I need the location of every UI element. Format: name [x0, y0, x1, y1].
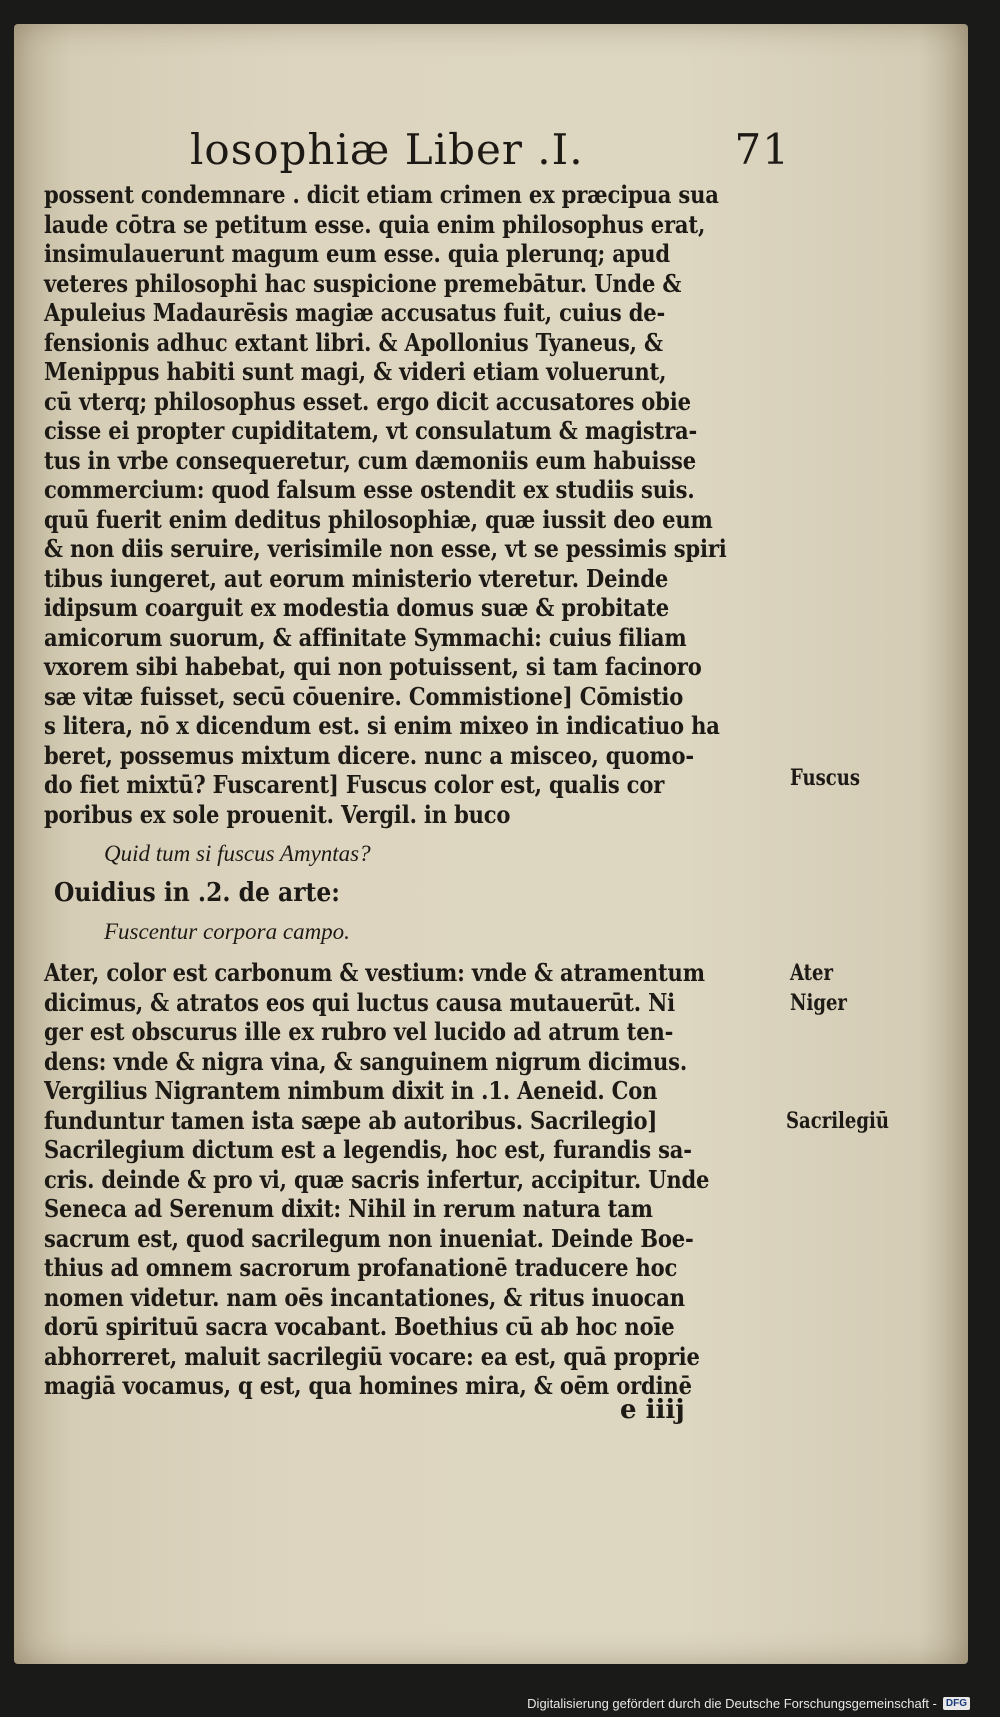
text-line: cris. deinde & pro vi, quæ sacris infertur, accipitur. Unde [44, 1164, 710, 1194]
text-line: poribus ex sole prouenit. Vergil. in buco [44, 799, 511, 829]
text-line: dens: vnde & nigra vina, & sanguinem nigrum dicimus. [44, 1046, 688, 1076]
text-line: & non diis seruire, verisimile non esse, vt se pessimis spiri [44, 534, 727, 563]
text-line: funduntur tamen ista sæpe ab autoribus. Sacrilegio] [44, 1105, 658, 1135]
text-line: commercium: quod falsum esse ostendit ex studiis suis. [44, 475, 695, 504]
text-line: sæ vitæ fuisset, secū cōuenire. Commistione] Cōmistio [44, 681, 684, 711]
text-line: veteres philosophi hac suspicione premebātur. Unde & [44, 268, 682, 298]
text-line: dicimus, & atratos eos qui luctus causa mutauerūt. Ni [44, 987, 675, 1017]
text-line: tus in vrbe consequeretur, cum dæmoniis eum habuisse [44, 445, 696, 475]
verse-quote-ovid: Fuscentur corpora campo. [104, 919, 350, 944]
text-line: laude cōtra se petitum esse. quia enim philosophus erat, [44, 209, 706, 239]
running-title: losophiæ Liber .I. [190, 125, 584, 174]
text-line: vxorem sibi habebat, qui non potuissent, si tam facinoro [44, 652, 702, 681]
text-line: thius ad omnem sacrorum profanationē traducere hoc [44, 1253, 678, 1282]
dfg-logo: DFG [943, 1697, 970, 1710]
commentary-block-1 [44, 180, 784, 829]
text-line: Menippus habiti sunt magi, & videri etiam voluerunt, [44, 357, 667, 386]
text-line: beret, possemus mixtum dicere. nunc a misceo, quomo- [44, 740, 694, 770]
margin-note-ater: Ater [790, 960, 833, 986]
page-number: 71 [734, 125, 790, 174]
margin-note-sacrilegium: Sacrilegiū [786, 1108, 889, 1134]
text-line: Ater, color est carbonum & vestium: vnde & atramentum [44, 958, 705, 987]
text-line: cisse ei propter cupiditatem, vt consulatum & magistra- [44, 416, 698, 445]
text-line: Sacrilegium dictum est a legendis, hoc est, furandis sa- [44, 1135, 692, 1164]
text-line: abhorreret, maluit sacrilegiū vocare: ea est, quā proprie [44, 1341, 700, 1371]
text-line: do fiet mixtū? Fuscarent] Fuscus color est, qualis cor [44, 770, 665, 799]
text-line: ger est obscurus ille ex rubro vel lucido ad atrum ten- [44, 1017, 674, 1046]
text-line: possent condemnare . dicit etiam crimen ex præcipua sua [44, 180, 719, 209]
text-line: magiā vocamus, q est, qua homines mira, & oēm ordinē [44, 1371, 692, 1400]
commentary-block-2 [44, 958, 784, 1401]
credit-text: Digitalisierung gefördert durch die Deutsche Forschungsgemeinschaft - [527, 1696, 937, 1711]
text-line: insimulauerunt magum eum esse. quia plerunq; apud [44, 239, 670, 268]
text-line: quū fuerit enim deditus philosophiæ, quæ iussit deo eum [44, 504, 713, 534]
text-line: idipsum coarguit ex modestia domus suæ & probitate [44, 593, 669, 622]
text-line: s litera, nō x dicendum est. si enim mixeo in indicatiuo ha [44, 711, 720, 740]
margin-note-niger: Niger [790, 990, 847, 1016]
text-line: Apuleius Madaurēsis magiæ accusatus fuit, cuius de- [44, 298, 666, 327]
text-line: sacrum est, quod sacrilegum non inueniat. Deinde Boe- [44, 1223, 694, 1253]
text-line: dorū spirituū sacra vocabant. Boethius cū ab hoc noīe [44, 1312, 675, 1341]
text-line: Seneca ad Serenum dixit: Nihil in rerum natura tam [44, 1194, 653, 1223]
text-line: tibus iungeret, aut eorum ministerio vteretur. Deinde [44, 563, 669, 593]
digitization-credit [527, 1696, 970, 1711]
running-header [190, 124, 790, 176]
margin-note-fuscus: Fuscus [790, 765, 861, 791]
text-line: nomen videtur. nam oēs incantationes, & ritus inuocan [44, 1282, 685, 1312]
catchword-signature: e iiij [620, 1395, 685, 1425]
text-line: Vergilius Nigrantem nimbum dixit in .1. Aeneid. Con [44, 1076, 658, 1105]
text-line: cū vterq; philosophus esset. ergo dicit accusatores obie [44, 386, 691, 416]
text-line: fensionis adhuc extant libri. & Apollonius Tyaneus, & [44, 327, 663, 357]
verse-quote-vergil: Quid tum si fuscus Amyntas? [104, 841, 371, 866]
text-line: amicorum suorum, & affinitate Symmachi: cuius filiam [44, 622, 687, 652]
citation-ovid: Ouidius in .2. de arte: [54, 878, 340, 908]
